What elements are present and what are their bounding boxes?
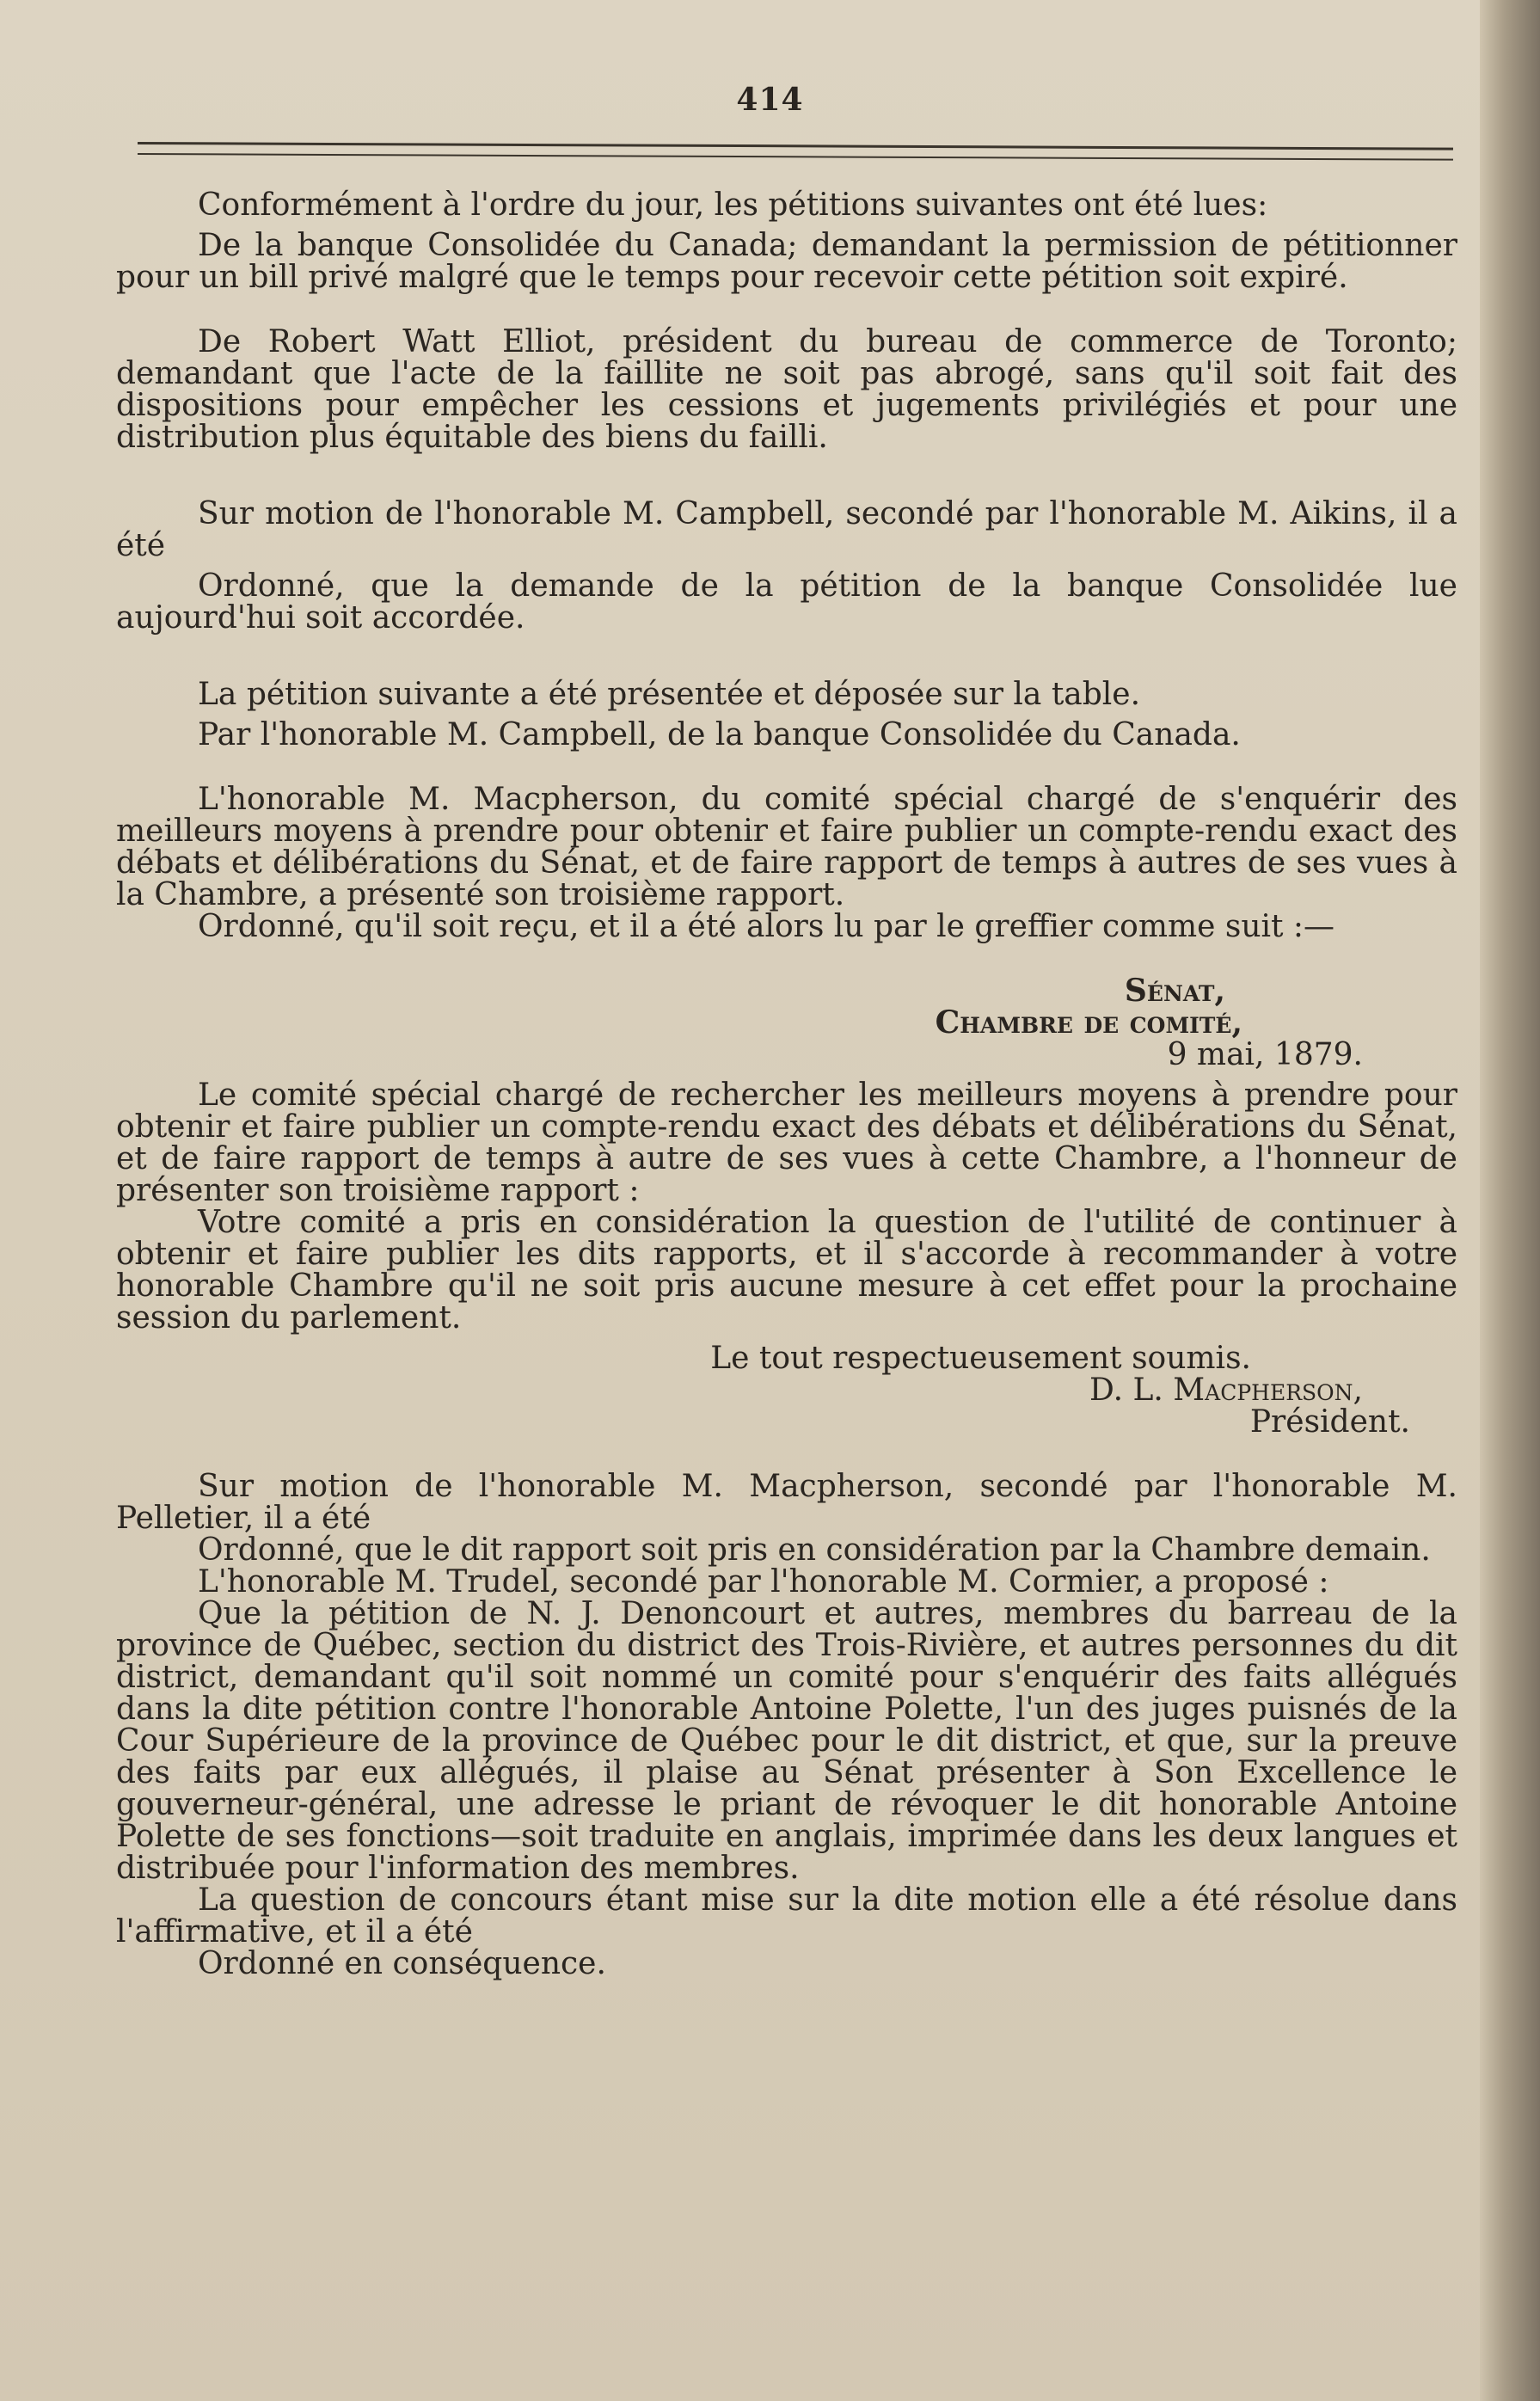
report-signature-title: Président. — [1249, 1404, 1410, 1440]
report-closing: Le tout respectueusement soumis. — [710, 1341, 1251, 1376]
report-paragraph-2: Votre comité a pris en considération la question de l'utilité de continuer à obtenir et faire publier les dits rapports, et il s'accorde à recommander à votre honorable Chambre qu'il ne soit pris aucune mesure à cet effet pour la prochaine session du parlement. — [116, 1205, 1457, 1336]
report-header-senat: Sénat, — [1124, 973, 1225, 1009]
paragraph-ordonne-rapport: Ordonné, que le dit rapport soit pris en considération par la Chambre demain. — [198, 1532, 1431, 1568]
paragraph-trudel-propose: L'honorable M. Trudel, secondé par l'honorable M. Cormier, a proposé : — [198, 1564, 1329, 1600]
paragraph-par-campbell: Par l'honorable M. Campbell, de la banque Consolidée du Canada. — [198, 717, 1241, 752]
paragraph-question-concours: La question de concours étant mise sur la dite motion elle a été résolue dans l'affirmative, et il a été — [116, 1882, 1457, 1950]
header-rule-thin — [138, 153, 1453, 161]
paragraph-motion-macpherson: Sur motion de l'honorable M. Macpherson, secondé par l'honorable M. Pelletier, il a été — [116, 1469, 1457, 1536]
paragraph-petition-elliot: De Robert Watt Elliot, président du bureau de commerce de Toronto; demandant que l'acte de la faillite ne soit pas abrogé, sans qu'il soit fait des dispositions pour empêcher les cessions et jugements privilégiés et pour une distribution plus équitable des biens du failli. — [116, 324, 1457, 455]
paragraph-ordonne-recu: Ordonné, qu'il soit reçu, et il a été alors lu par le greffier comme suit :— — [198, 909, 1335, 944]
paragraph-motion-campbell: Sur motion de l'honorable M. Campbell, secondé par l'honorable M. Aikins, il a été — [116, 496, 1457, 563]
report-paragraph-1: Le comité spécial chargé de rechercher les meilleurs moyens à prendre pour obtenir et faire publier un compte-rendu exact des débats et délibérations du Sénat, et de faire rapport de temps à autre de ses vues à cette Chambre, a l'honneur de présenter son troisième rapport : — [116, 1078, 1457, 1208]
paragraph-ordonne-banque: Ordonné, que la demande de la pétition de la banque Consolidée lue aujourd'hui soit accordée. — [116, 568, 1457, 636]
page-number: 414 — [736, 82, 804, 118]
paragraph-macpherson-rapport: L'honorable M. Macpherson, du comité spécial chargé de s'enquérir des meilleurs moyens à prendre pour obtenir et faire publier un compte-rendu exact des débats et délibérations du Sénat, et de faire rapport de temps à autres de ses vues à la Chambre, a présenté son troisième rapport. — [116, 782, 1457, 912]
paragraph-petition-banque: De la banque Consolidée du Canada; demandant la permission de pétitionner pour un bill privé malgré que le temps pour recevoir cette pétition soit expiré. — [116, 228, 1457, 295]
paragraph-petitions-intro: Conformément à l'ordre du jour, les pétitions suivantes ont été lues: — [198, 187, 1268, 223]
page-gutter — [1480, 0, 1540, 2401]
header-rule — [138, 142, 1453, 150]
paragraph-petition-denoncourt: Que la pétition de N. J. Denoncourt et autres, membres du barreau de la province de Québec, section du district des Trois-Rivière, et autres personnes du dit district, demandant qu'il soit nommé un comité pour s'enquérir des faits allégués dans la dite pétition contre l'honorable Antoine Polette, l'un des juges puisnés de la Cour Supérieure de la province de Québec pour le dit district, et que, sur la preuve des faits par eux allégués, il plaise au Sénat présenter à Son Excellence le gouverneur-général, une adresse le priant de révoquer le dit honorable Antoine Polette de ses fonctions—soit traduite en anglais, imprimée dans les deux langues et distribuée pour l'information des membres. — [116, 1596, 1457, 1886]
document-body — [116, 189, 1457, 1980]
report-signature: D. L. Macpherson, — [1089, 1372, 1363, 1408]
paragraph-ordonne-consequence: Ordonné en conséquence. — [198, 1946, 606, 1981]
paragraph-petition-presentee: La pétition suivante a été présentée et déposée sur la table. — [198, 677, 1141, 712]
report-header-chambre: Chambre de comité, — [935, 1004, 1242, 1041]
report-date: 9 mai, 1879. — [1167, 1037, 1363, 1072]
